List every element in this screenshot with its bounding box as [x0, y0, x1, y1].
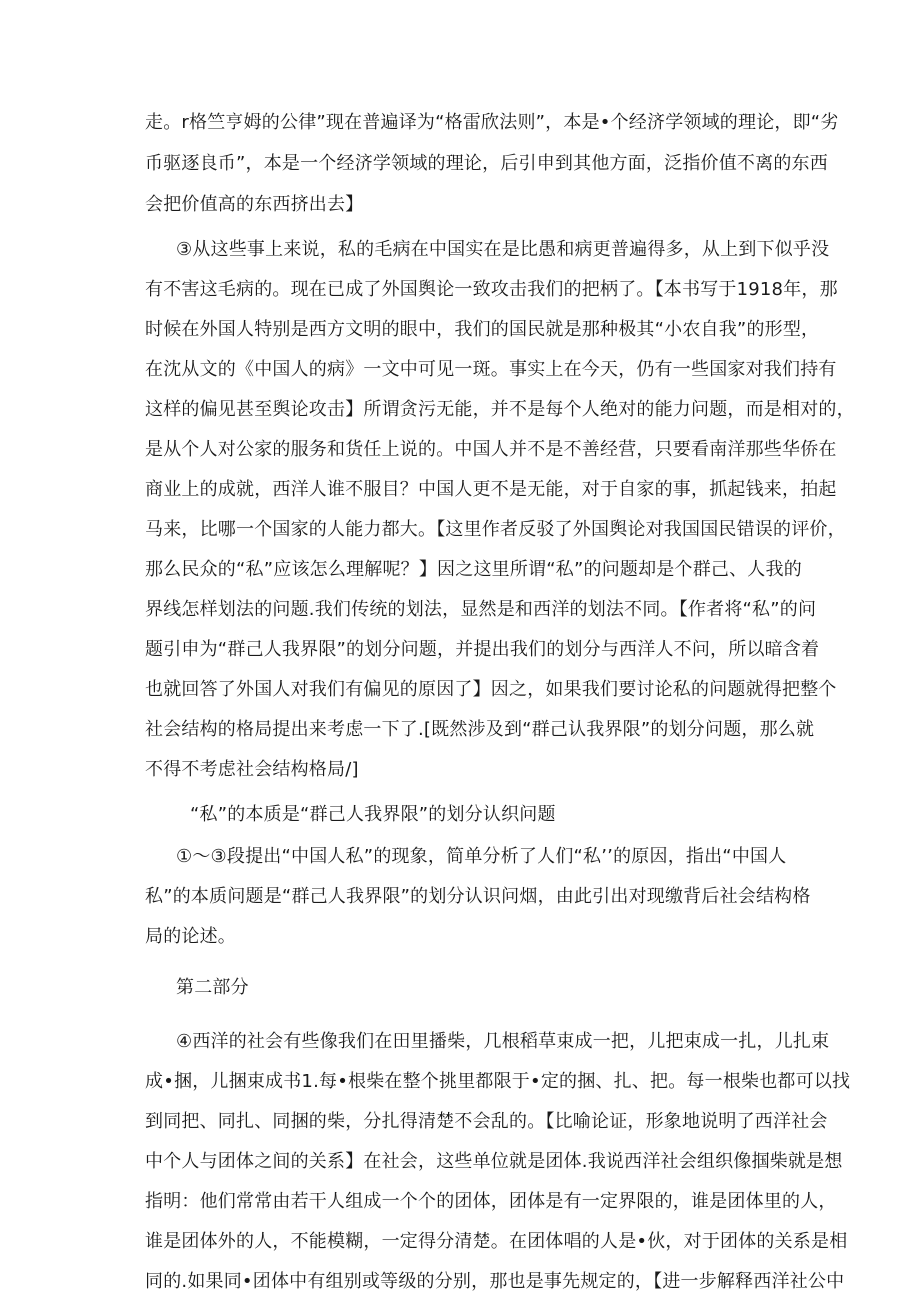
- text-line: 有不害这毛病的。现在已成了外国舆论一致攻击我们的把柄了。【本书写于1918年，那: [145, 279, 838, 300]
- text-line: 会把价值高的东西挤出去】: [145, 194, 364, 215]
- text-line: 谁是团体外的人，不能模糊，一定得分清楚。在团体唱的人是•伙，对于团体的关系是相: [145, 1231, 848, 1252]
- text-line: 也就回答了外国人对我们有偏见的原因了】因之，如果我们要讨论私的问题就得把整个: [145, 679, 837, 700]
- text-line: 成•捆，儿捆束成书1.每•根柴在整个挑里都限于•定的捆、扎、把。每一根柴也都可以找: [145, 1071, 851, 1092]
- text-line: 是从个人对公家的服务和货任上说的。中国人并不是不善经营，只要看南洋那些华侨在: [145, 439, 837, 460]
- text-line: 指明：他们常常由若干人组成一个个的团体，团体是有一定界限的，谁是团体里的人，: [145, 1191, 837, 1212]
- text-line: 那么民众的“私”应该怎么理解呢？】因之这里所谓“私”的问题却是个群己、人我的: [145, 559, 802, 580]
- text-line: 私”的本质问题是“群己人我界限”的划分认识问烟，由此引出对现缴背后社会结构格: [145, 886, 811, 907]
- text-line: 社会结构的格局提出来考虑一下了.[既然涉及到“群己认我界限”的划分问题，那么就: [145, 719, 815, 740]
- text-line: ④西洋的社会有些像我们在田里播柴，几根稻草束成一把，儿把束成一扎，儿扎束: [176, 1031, 830, 1052]
- text-line: 走。r格竺亨姆的公律”现在普遍译为“格雷欣法则”，本是•个经济学领域的理论，即“劣: [145, 112, 839, 133]
- text-line: 这样的偏见甚至舆论攻击】所谓贪污无能，并不是每个人绝对的能力问题，而是相对的，: [145, 399, 855, 420]
- text-line: 中个人与团体之间的关系】在社会，这些单位就是团体.我说西洋社会组织像掴柴就是想: [145, 1151, 843, 1172]
- text-line: 局的论述。: [145, 926, 236, 947]
- text-line: 在沈从文的《中国人的病》一文中可见一斑。事实上在今天，仍有一些国家对我们持有: [145, 359, 837, 380]
- text-line: 马来，比哪一个国家的人能力都大。【这里作者反驳了外国舆论对我国国民错误的评价，: [145, 519, 846, 540]
- text-line: 到同把、同扎、同捆的柴，分扎得清楚不会乱的。【比喻论证，形象地说明了西洋社会: [145, 1111, 828, 1132]
- text-line: 界线怎样划法的问题.我们传统的划法，显然是和西洋的划法不同。【作者将“私”的问: [145, 599, 817, 620]
- section-title: 第二部分: [176, 977, 249, 998]
- section-subheading: “私”的本质是“群己人我界限”的划分认织问题: [190, 804, 556, 825]
- text-line: 同的.如果同•团体中有组别或等级的分别，那也是事先规定的，【进一步解释西洋社公中: [145, 1271, 845, 1292]
- text-line: 商业上的成就，西洋人谁不服目？中国人更不是无能，对于自家的事，抓起钱来，拍起: [145, 479, 837, 500]
- text-line: ①～③段提出“中国人私”的现象，简单分析了人们“私’’的原因，指出“中国人: [176, 846, 787, 867]
- text-line: 时候在外国人特别是西方文明的眼中，我们的国民就是那种极其“小农自我”的形型，: [145, 319, 820, 340]
- text-line: 题引申为“群己人我界限”的划分问题，并提出我们的划分与西洋人不问，所以暗含着: [145, 639, 820, 660]
- text-line: 不得不考虑社会结构格局/]: [145, 759, 359, 780]
- text-line: 币驱逐良币”，本是一个经济学领域的理论，后引申到其他方面，泛指价值不离的东西: [145, 153, 828, 174]
- text-line: ③从这些事上来说，私的毛病在中国实在是比愚和病更普遍得多，从上到下似乎没: [176, 239, 830, 260]
